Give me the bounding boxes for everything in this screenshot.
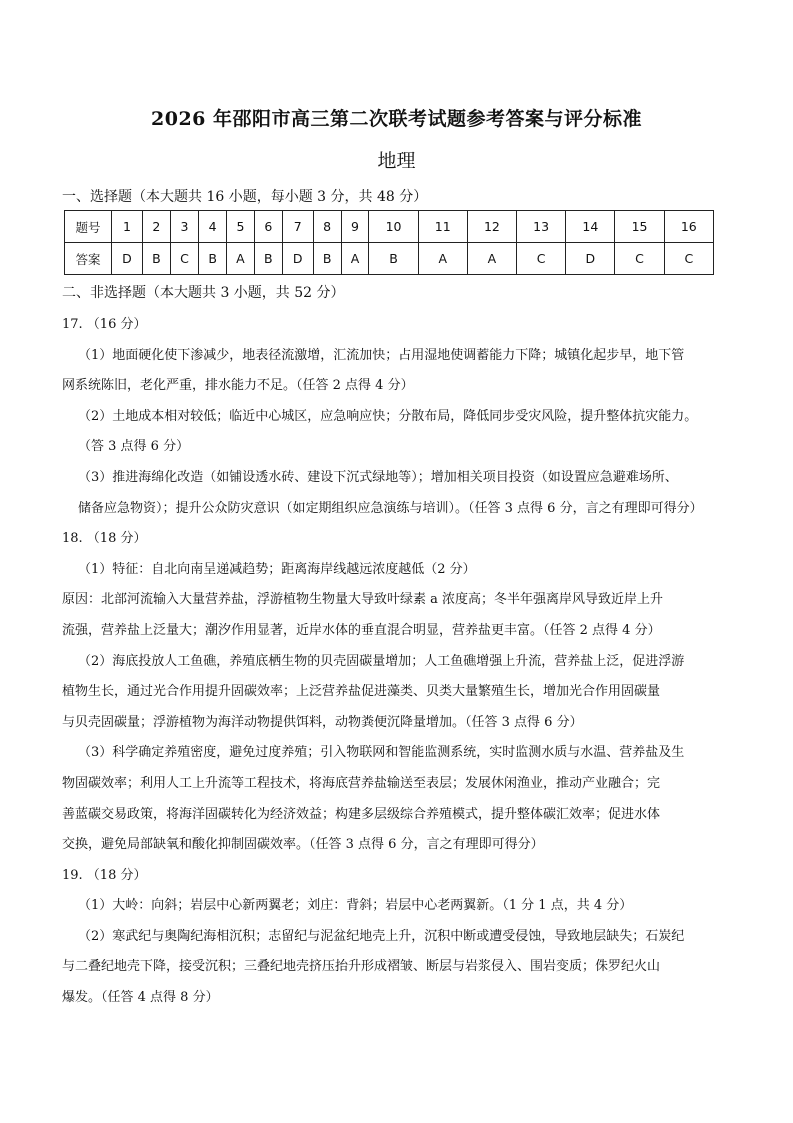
- q19-part2-line3: 爆发。（任答 4 点得 8 分）: [62, 990, 219, 1006]
- question-number: 11: [418, 211, 467, 243]
- answer-cell: A: [341, 243, 369, 275]
- answer-cell: C: [664, 243, 713, 275]
- answer-cell: A: [467, 243, 516, 275]
- q19-part2-line2: 与二叠纪地壳下降，接受沉积；三叠纪地壳挤压抬升形成褶皱、断层与岩浆侵入、围岩变质；侏罗纪火山: [62, 959, 661, 975]
- question-number: 9: [341, 211, 369, 243]
- page-title: 2026 年邵阳市高三第二次联考试题参考答案与评分标准: [151, 108, 642, 130]
- question-number: 1: [112, 211, 143, 243]
- q17-part3-line2: 储备应急物资）；提升公众防灾意识（如定期组织应急演练与培训）。（任答 3 点得 6 分，言之有理即可得分）: [78, 500, 703, 516]
- row-label-answer: 答案: [65, 243, 112, 275]
- question-number: 7: [282, 211, 313, 243]
- q17-part1-line1: （1）地面硬化使下渗减少，地表径流激增，汇流加快；占用湿地使调蓄能力下降；城镇化起步早，地下管: [78, 347, 685, 363]
- question-number: 3: [170, 211, 198, 243]
- section2-heading: 二、非选择题（本大题共 3 小题，共 52 分）: [62, 285, 345, 301]
- answer-cell: D: [566, 243, 615, 275]
- answer-cell: D: [282, 243, 313, 275]
- q18-part3-line3: 善蓝碳交易政策，将海洋固碳转化为经济效益；构建多层级综合养殖模式，提升整体碳汇效率；促进水体: [62, 806, 661, 822]
- q19-part1: （1）大岭：向斜；岩层中心新两翼老；刘庄：背斜；岩层中心老两翼新。（1 分 1 点，共 4 分）: [78, 898, 633, 914]
- table-row-numbers: [65, 211, 714, 243]
- answer-table: [64, 210, 714, 275]
- answer-cell: C: [615, 243, 664, 275]
- section1-heading: 一、选择题（本大题共 16 小题，每小题 3 分，共 48 分）: [62, 189, 428, 205]
- answer-cell: C: [517, 243, 566, 275]
- answer-cell: B: [254, 243, 282, 275]
- q18-part3-line2: 物固碳效率；利用人工上升流等工程技术，将海底营养盐输送至表层；发展休闲渔业，推动产业融合；完: [62, 775, 661, 791]
- subject-title: 地理: [377, 150, 416, 172]
- answer-cell: B: [313, 243, 341, 275]
- row-label-number: 题号: [65, 211, 112, 243]
- question-number: 14: [566, 211, 615, 243]
- question-number: 12: [467, 211, 516, 243]
- q18-title: 18. （18 分）: [62, 531, 147, 547]
- q18-part2-line3: 与贝壳固碳量；浮游植物为海洋动物提供饵料，动物粪便沉降量增加。（任答 3 点得 6 分）: [62, 714, 583, 730]
- answer-cell: B: [369, 243, 418, 275]
- q17-part2-line1: （2）土地成本相对较低；临近中心城区，应急响应快；分散布局，降低同步受灾风险，提升整体抗灾能力。: [78, 408, 698, 424]
- question-number: 13: [517, 211, 566, 243]
- answer-cell: B: [142, 243, 170, 275]
- table-row-answers: [65, 243, 714, 275]
- q18-part3-line4: 交换，避免局部缺氧和酸化抑制固碳效率。（任答 3 点得 6 分，言之有理即可得分）: [62, 837, 544, 853]
- q18-reason-line1: 原因：北部河流输入大量营养盐，浮游植物生物量大导致叶绿素 a 浓度高；冬半年强离岸风导致近岸上升: [62, 592, 664, 608]
- q17-part2-line2: （答 3 点得 6 分）: [78, 439, 190, 455]
- answer-cell: A: [418, 243, 467, 275]
- answer-cell: B: [199, 243, 227, 275]
- answer-cell: D: [112, 243, 143, 275]
- q18-part2-line1: （2）海底投放人工鱼礁，养殖底栖生物的贝壳固碳量增加；人工鱼礁增强上升流，营养盐上泛，促进浮游: [78, 653, 685, 669]
- q18-part2-line2: 植物生长，通过光合作用提升固碳效率；上泛营养盐促进藻类、贝类大量繁殖生长，增加光合作用固碳量: [62, 684, 661, 700]
- q19-title: 19. （18 分）: [62, 867, 147, 883]
- question-number: 8: [313, 211, 341, 243]
- q17-title: 17. （16 分）: [62, 317, 147, 332]
- answer-content: [62, 310, 734, 1014]
- q18-reason-line2: 流强，营养盐上泛量大；潮汐作用显著，近岸水体的垂直混合明显，营养盐更丰富。（任答 2 点得 4 分）: [62, 622, 661, 638]
- answer-cell: C: [170, 243, 198, 275]
- q18-part3-line1: （3）科学确定养殖密度，避免过度养殖；引入物联网和智能监测系统，实时监测水质与水温、营养盐及生: [78, 745, 685, 761]
- question-number: 4: [199, 211, 227, 243]
- question-number: 6: [254, 211, 282, 243]
- question-number: 2: [142, 211, 170, 243]
- q17-part3-line1: （3）推进海绵化改造（如铺设透水砖、建设下沉式绿地等）；增加相关项目投资（如设置应急避难场所、: [78, 469, 678, 485]
- question-number: 5: [227, 211, 255, 243]
- q17-part1-line2: 网系统陈旧，老化严重，排水能力不足。（任答 2 点得 4 分）: [62, 378, 414, 394]
- answer-cell: A: [227, 243, 255, 275]
- q18-part1: （1）特征：自北向南呈递减趋势；距离海岸线越远浓度越低（2 分）: [78, 561, 476, 577]
- question-number: 10: [369, 211, 418, 243]
- question-number: 15: [615, 211, 664, 243]
- q19-part2-line1: （2）寒武纪与奥陶纪海相沉积；志留纪与泥盆纪地壳上升，沉积中断或遭受侵蚀，导致地层缺失；石炭纪: [78, 928, 685, 944]
- question-number: 16: [664, 211, 713, 243]
